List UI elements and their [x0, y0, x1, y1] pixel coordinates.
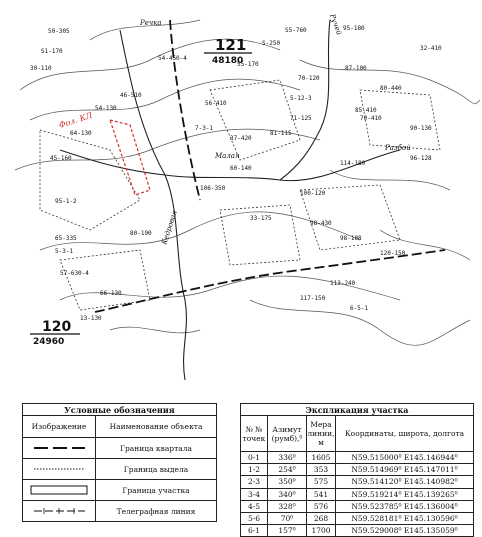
cell-azimuth: 157⁰	[268, 525, 307, 537]
table-row	[241, 464, 474, 476]
plot-label: 80-440	[380, 85, 402, 92]
plot-label: 120-150	[380, 250, 406, 257]
plot-label: 50-305	[48, 28, 70, 35]
plot-border-icon	[23, 480, 96, 501]
plot-label: 66-130	[100, 290, 122, 297]
cell-azimuth: 328⁰	[268, 500, 307, 512]
handwritten-annotation: Фол. КЛ	[57, 110, 94, 130]
quarter-number: 120	[42, 319, 72, 335]
place-name: Речка	[140, 19, 162, 27]
allotment-border-icon	[23, 459, 96, 480]
cell-azimuth: 254⁰	[268, 464, 307, 476]
cell-length: 541	[307, 488, 336, 500]
table-row	[241, 488, 474, 500]
plot-label: 37-420	[230, 135, 252, 142]
cell-points: 2-3	[241, 476, 268, 488]
quarter-border-icon	[23, 438, 96, 459]
table-row	[241, 476, 474, 488]
plot-label: 70-410	[360, 115, 382, 122]
cell-coords: N59.529008⁰ E145.135059⁰	[336, 525, 474, 537]
table-row	[241, 512, 474, 524]
plot-label: 95-1-2	[55, 198, 77, 205]
plot-label: 13-130	[80, 315, 102, 322]
plot-label: S-250	[262, 40, 281, 47]
plot-label: 55-170	[237, 61, 259, 68]
cell-coords: N59.519214⁰ E145.139265⁰	[336, 488, 474, 500]
plot-label: 70-120	[298, 75, 320, 82]
legend-label: Граница участка	[96, 480, 217, 501]
quarter-area: 24960	[33, 337, 65, 347]
plot-label: 45-160	[50, 155, 72, 162]
legend-col-image: Изображение	[23, 416, 96, 438]
explication-table	[240, 403, 474, 537]
explication-title: Экспликация участка	[241, 404, 474, 416]
cell-points: 1-2	[241, 464, 268, 476]
cell-coords: N59.514969⁰ E145.147011⁰	[336, 464, 474, 476]
plot-label: 90-130	[410, 125, 432, 132]
plot-label: 6-5-1	[350, 305, 369, 312]
cell-points: 3-4	[241, 488, 268, 500]
plot-label: 80-190	[130, 230, 152, 237]
plot-label: 60-140	[230, 165, 252, 172]
legend-col-name: Наименование объекта	[96, 416, 217, 438]
contour-lines	[15, 20, 480, 345]
plot-label: 85-410	[355, 107, 377, 114]
plot-label: 113-240	[330, 280, 356, 287]
cell-length: 1605	[307, 452, 336, 464]
legend-table	[22, 403, 217, 522]
cell-points: 4-5	[241, 500, 268, 512]
place-name: Малая	[215, 152, 240, 160]
cell-length: 576	[307, 500, 336, 512]
legend-label: Граница выдела	[96, 459, 217, 480]
table-row	[241, 525, 474, 537]
cell-length: 353	[307, 464, 336, 476]
cell-coords: N59.515000⁰ E145.146944⁰	[336, 452, 474, 464]
place-name: Разбой	[385, 144, 411, 152]
plot-label: 96-128	[410, 155, 432, 162]
plot-label: S1-170	[41, 48, 63, 55]
plot-label: 5-12-3	[290, 95, 312, 102]
cell-points: 5-6	[241, 512, 268, 524]
plot-label: 117-150	[300, 295, 326, 302]
table-row	[241, 452, 474, 464]
plot-label: 87-100	[345, 65, 367, 72]
cell-azimuth: 350⁰	[268, 476, 307, 488]
quarter-border	[95, 20, 445, 312]
legend-label: Телеграфная линия	[96, 501, 217, 522]
plot-label: 100-120	[300, 190, 326, 197]
plot-label: 56-410	[205, 100, 227, 107]
place-name: Ручей	[328, 12, 344, 37]
cell-azimuth: 340⁰	[268, 488, 307, 500]
cell-length: 268	[307, 512, 336, 524]
header-points: № № точек	[241, 416, 268, 452]
plot-label: 65-335	[55, 235, 77, 242]
plot-label: 71-125	[290, 115, 312, 122]
plot-label: 64-130	[70, 130, 92, 137]
cell-azimuth: 70⁰	[268, 512, 307, 524]
plot-label: 95-180	[343, 25, 365, 32]
cell-points: 6-1	[241, 525, 268, 537]
legend-title: Условные обозначения	[23, 404, 217, 416]
table-row	[241, 500, 474, 512]
cell-points: 0-1	[241, 452, 268, 464]
plot-label: 81-115	[270, 130, 292, 137]
cell-coords: N59.523785⁰ E145.136004⁰	[336, 500, 474, 512]
quarter-number: 121	[215, 36, 247, 54]
plot-label: 114-180	[340, 160, 366, 167]
plot-label: 33-175	[250, 215, 272, 222]
plot-label-group	[30, 25, 442, 322]
legend-label: Граница квартала	[96, 438, 217, 459]
quarter-label-120	[30, 319, 80, 347]
plot-label: 57-630-4	[60, 270, 89, 277]
cell-coords: N59.528181⁰ E145.130596⁰	[336, 512, 474, 524]
header-azimuth: Азимут (румб),⁰	[268, 416, 307, 452]
cell-azimuth: 336⁰	[268, 452, 307, 464]
header-length: Мера линии, м	[307, 416, 336, 452]
plot-label: 106-350	[200, 185, 226, 192]
plot-label: 54-130	[95, 105, 117, 112]
cell-length: 575	[307, 476, 336, 488]
plot-label: 32-410	[420, 45, 442, 52]
plot-label: 98-430	[310, 220, 332, 227]
telegraph-line-icon	[23, 501, 96, 522]
plot-label: 7-3-1	[195, 125, 214, 132]
plot-label: 46-510	[120, 92, 142, 99]
quarter-area: 48180	[212, 56, 244, 66]
plot-label: 54-450-4	[158, 55, 187, 62]
plot-label: 30-110	[30, 65, 52, 72]
cell-length: 1700	[307, 525, 336, 537]
header-coords: Координаты, широта, долгота	[336, 416, 474, 452]
cell-coords: N59.514120⁰ E145.140982⁰	[336, 476, 474, 488]
plot-label: 98-108	[340, 235, 362, 242]
plot-label: 5-3-1	[55, 248, 74, 255]
place-name: Кедровая	[160, 209, 179, 246]
plot-label: S5-760	[285, 27, 307, 34]
